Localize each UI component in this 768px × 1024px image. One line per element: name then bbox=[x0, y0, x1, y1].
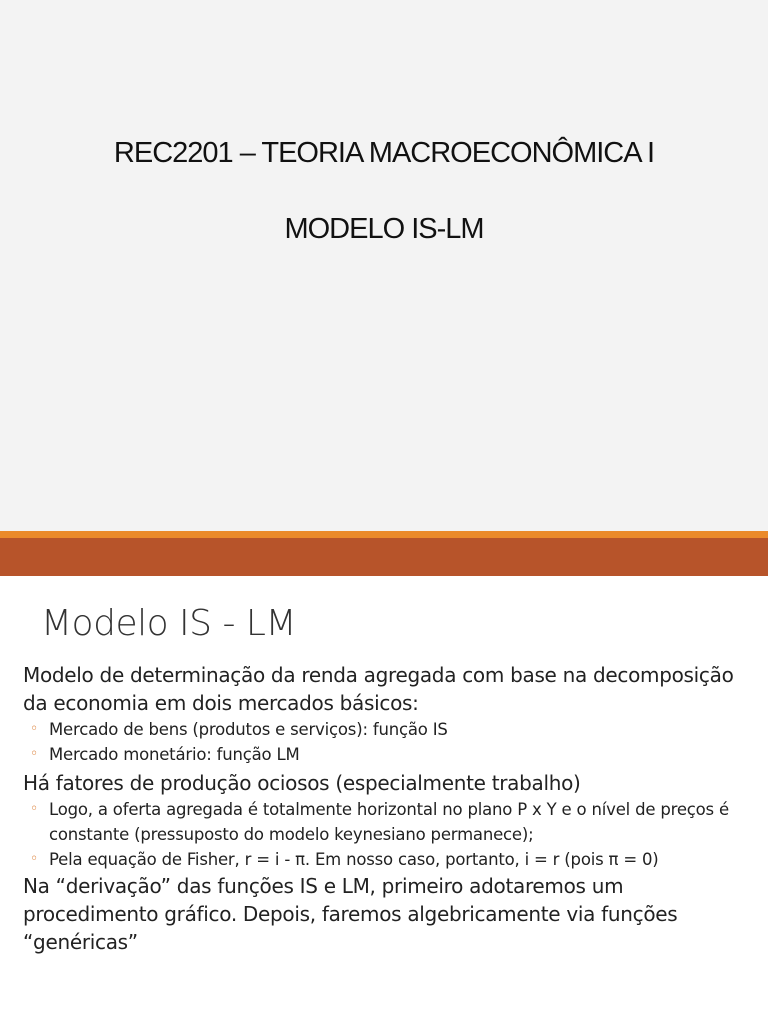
content-list bbox=[23, 661, 758, 956]
list-item-text: Mercado monetário: função LM bbox=[49, 745, 300, 764]
paragraph-2: Há fatores de produção ociosos (especialmente trabalho) bbox=[23, 771, 581, 795]
list-item bbox=[23, 717, 758, 742]
circle-bullet-icon: ◦ bbox=[30, 721, 39, 737]
list-item-text: Logo, a oferta agregada é totalmente horizontal no plano P x Y e o nível de preços é constante (pressuposto do modelo keynesiano permanece); bbox=[49, 800, 729, 844]
course-title: REC2201 – TEORIA MACROECONÔMICA I bbox=[113, 137, 655, 169]
list-item bbox=[23, 742, 758, 767]
sublist-2 bbox=[23, 797, 758, 872]
paragraph-3: Na “derivação” das funções IS e LM, primeiro adotaremos um procedimento gráfico. Depois, faremos algebricamente via funções “genéricas” bbox=[23, 874, 678, 954]
sublist-1 bbox=[23, 717, 758, 767]
accent-band-rust bbox=[0, 538, 768, 576]
sublist-2-container bbox=[23, 797, 758, 872]
content-heading: Modelo IS - LM bbox=[41, 603, 297, 644]
list-item-text: Pela equação de Fisher, r = i - π. Em nosso caso, portanto, i = r (pois π = 0) bbox=[49, 850, 659, 869]
circle-bullet-icon: ◦ bbox=[30, 851, 39, 867]
list-item bbox=[23, 847, 758, 872]
slide-subtitle: MODELO IS-LM bbox=[284, 213, 484, 245]
circle-bullet-icon: ◦ bbox=[30, 746, 39, 762]
list-item bbox=[23, 797, 758, 847]
list-item-text: Mercado de bens (produtos e serviços): função IS bbox=[49, 720, 448, 739]
paragraph-1: Modelo de determinação da renda agregada com base na decomposição da economia em dois mercados básicos: bbox=[23, 663, 734, 715]
accent-band-orange bbox=[0, 531, 768, 538]
sublist-1-container bbox=[23, 717, 758, 767]
circle-bullet-icon: ◦ bbox=[30, 801, 39, 817]
